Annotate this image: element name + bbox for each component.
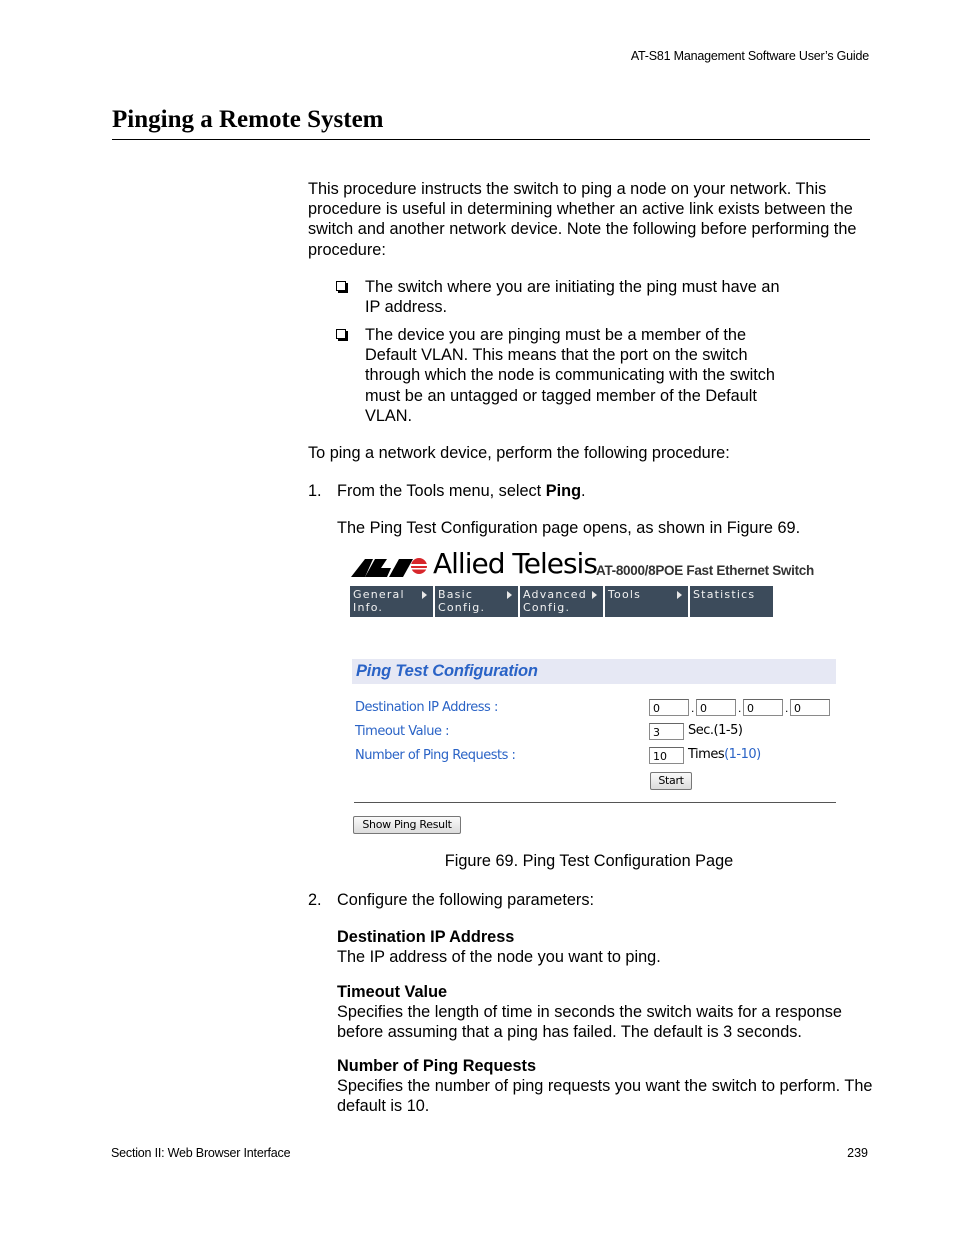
timeout-label: Timeout Value : — [355, 724, 449, 739]
footer-section: Section II: Web Browser Interface — [111, 1146, 291, 1160]
nav-general-info[interactable]: General Info. — [350, 586, 433, 617]
num-requests-label: Number of Ping Requests : — [355, 748, 516, 763]
parameter-desc: Specifies the number of ping requests you want the switch to perform. The default is 10. — [337, 1077, 873, 1116]
main-nav — [350, 586, 773, 617]
bullet-text: The device you are pinging must be a member of the Default VLAN. This means that the port on the switch through which the node is communicating with the switch must be an untagged or tagged member of the Default VLAN. — [365, 326, 775, 425]
ping-config-screenshot — [348, 547, 838, 841]
parameter-name: Destination IP Address — [337, 928, 515, 946]
checkbox-bullet-icon — [336, 281, 346, 291]
ip-octet-1-input[interactable]: 0 — [649, 699, 689, 716]
arrow-right-icon — [592, 591, 597, 599]
procedure-intro: To ping a network device, perform the following procedure: — [308, 444, 730, 462]
parameter-name: Number of Ping Requests — [337, 1057, 537, 1075]
step-number: 2. — [308, 891, 322, 909]
nav-tools[interactable]: Tools — [605, 586, 688, 617]
parameter-name: Timeout Value — [337, 983, 448, 1001]
step-text: Configure the following parameters: — [337, 891, 595, 909]
dest-ip-label: Destination IP Address : — [355, 700, 498, 715]
arrow-right-icon — [507, 591, 512, 599]
ip-octet-3-input[interactable]: 0 — [743, 699, 783, 716]
running-header: AT-S81 Management Software User’s Guide — [630, 49, 869, 63]
timeout-unit: Sec.(1-5) — [688, 723, 743, 738]
arrow-right-icon — [422, 591, 427, 599]
parameter-item — [337, 1056, 877, 1117]
ip-separator: . — [738, 701, 742, 715]
start-button[interactable]: Start — [650, 772, 692, 790]
timeout-input[interactable]: 3 — [649, 723, 684, 740]
parameter-desc: Specifies the length of time in seconds the switch waits for a response before assuming that a ping has failed. The default is 3 seconds. — [337, 1003, 842, 1042]
parameter-item — [337, 982, 877, 1043]
ip-octet-4-input[interactable]: 0 — [790, 699, 830, 716]
checkbox-bullet-icon — [336, 329, 346, 339]
nav-advanced-config[interactable]: Advanced Config. — [520, 586, 603, 617]
parameter-item — [337, 927, 877, 967]
menu-item-name: Ping — [545, 482, 582, 500]
ip-octet-2-input[interactable]: 0 — [696, 699, 736, 716]
bullet-text: The switch where you are initiating the ping must have an IP address. — [365, 278, 780, 317]
nav-statistics[interactable]: Statistics — [690, 586, 773, 617]
allied-telesis-logo-icon — [351, 556, 429, 578]
config-title-bar — [352, 659, 836, 684]
ip-separator: . — [785, 701, 789, 715]
model-name: AT-8000/8POE Fast Ethernet Switch — [596, 563, 814, 578]
figure-caption: Figure 69. Ping Test Configuration Page — [444, 852, 734, 870]
intro-paragraph: This procedure instructs the switch to ping a node on your network. This procedure is useful in determining whether an active link exists between the switch and another network device. Note the following before performing the procedure: — [308, 180, 857, 259]
requests-input[interactable]: 10 — [649, 747, 684, 764]
figure-divider — [354, 802, 836, 803]
step-subtext: The Ping Test Configuration page opens, as shown in Figure 69. — [337, 519, 801, 537]
ip-separator: . — [691, 701, 695, 715]
step-text: From the Tools menu, select Ping. — [337, 482, 586, 500]
title-rule — [112, 139, 870, 140]
section-title: Pinging a Remote System — [112, 106, 384, 133]
brand-name: Allied Telesis — [433, 547, 597, 580]
parameter-desc: The IP address of the node you want to ping. — [337, 948, 661, 967]
show-ping-result-button[interactable]: Show Ping Result — [353, 816, 461, 834]
page-number: 239 — [847, 1146, 868, 1160]
step-number: 1. — [308, 482, 322, 500]
requests-unit: Times(1-10) — [688, 747, 761, 762]
nav-basic-config[interactable]: Basic Config. — [435, 586, 518, 617]
config-title: Ping Test Configuration — [356, 662, 538, 680]
arrow-right-icon — [677, 591, 682, 599]
